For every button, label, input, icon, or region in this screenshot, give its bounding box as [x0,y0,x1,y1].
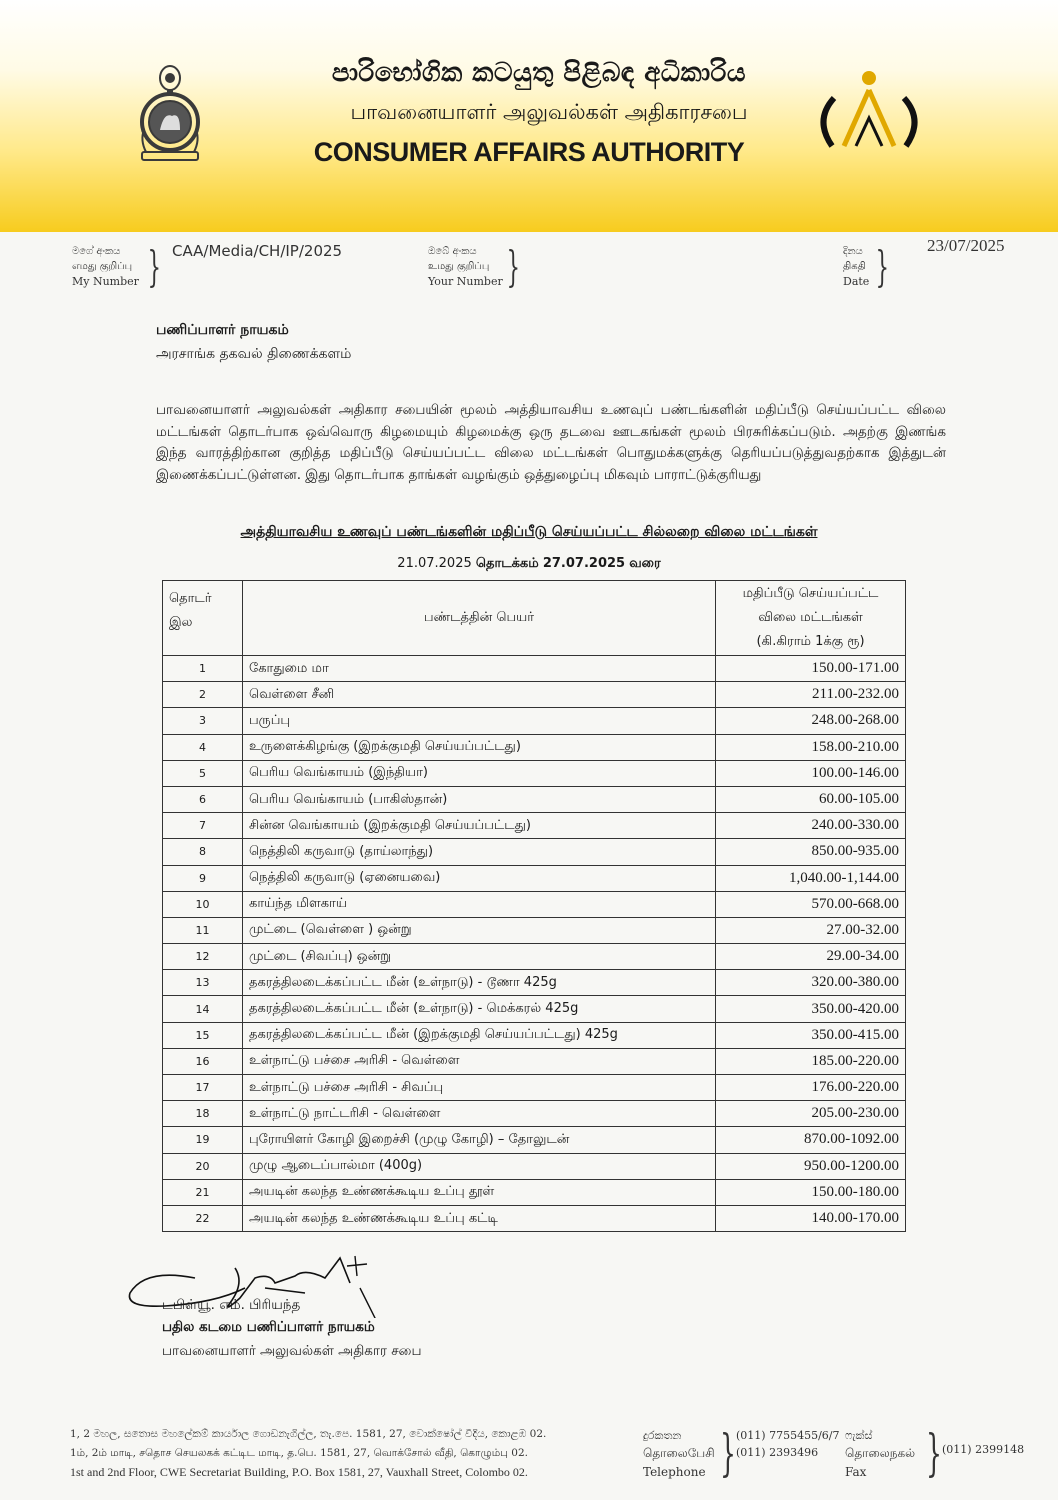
table-row [163,1101,906,1127]
price-table [162,580,906,1232]
item-price: 100.00-146.00 [716,760,906,786]
footer-address-english: 1st and 2nd Floor, CWE Secretariat Building, P.O. Box 1581, 27, Vauxhall Street, Colombo 02. [70,1465,528,1479]
footer-address-tamil: 1ம், 2ம் மாடி, சதொச செயலகக் கட்டிட மாடி, த.பெ. 1581, 27, வொக்சோல் வீதி, கொழும்பு 02. [70,1447,528,1459]
org-name-tamil: பாவனையாளர் அலுவல்கள் அதிகாரசபை [350,100,748,124]
row-number: 15 [163,1022,243,1048]
item-name: நெத்திலி கருவாடு (ஏனையவை) [243,865,716,891]
item-name: தகரத்திலடைக்கப்பட்ட மீன் (உள்நாடு) - டூணா 425g [243,970,716,996]
item-name: காய்ந்த மிளகாய் [243,891,716,917]
period-line: 21.07.2025 தொடக்கம் 27.07.2025 வரை [397,556,661,571]
table-row [163,1022,906,1048]
brace-icon: } [506,242,521,291]
table-row [163,760,906,786]
table-row [163,656,906,682]
brace-icon: } [875,242,890,291]
signatory-org: பாவனையாளர் அலுவல்கள் அதிகார சபை [162,1343,422,1359]
addressee-line1: பணிப்பாளர் நாயகம் [156,322,289,338]
signatory-name: டபிள்யூ. எம். பிரியந்த [162,1297,301,1313]
row-number: 13 [163,970,243,996]
item-price: 350.00-415.00 [716,1022,906,1048]
item-price: 185.00-220.00 [716,1048,906,1074]
item-price: 27.00-32.00 [716,917,906,943]
item-price: 570.00-668.00 [716,891,906,917]
column-header-no: தொடர் இல [163,581,243,656]
item-price: 211.00-232.00 [716,682,906,708]
table-row [163,1048,906,1074]
item-name: சின்ன வெங்காயம் (இறக்குமதி செய்யப்பட்டது) [243,813,716,839]
table-row [163,865,906,891]
item-price: 1,040.00-1,144.00 [716,865,906,891]
telephone-label-english: Telephone [643,1465,706,1479]
column-header-name: பண்டத்தின் பெயர் [243,581,716,656]
telephone-label-tamil: தொலைபேசி [643,1446,715,1460]
fax-number: (011) 2399148 [942,1443,1025,1456]
table-row [163,917,906,943]
row-number: 17 [163,1075,243,1101]
item-name: பெரிய வெங்காயம் (இந்தியா) [243,760,716,786]
row-number: 19 [163,1127,243,1153]
letterhead [0,0,1058,232]
item-price: 350.00-420.00 [716,996,906,1022]
my-number-value: CAA/Media/CH/IP/2025 [172,242,343,260]
brace-icon: } [719,1424,736,1482]
item-name: உள்நாட்டு பச்சை அரிசி - வெள்ளை [243,1048,716,1074]
item-price: 248.00-268.00 [716,708,906,734]
row-number: 1 [163,656,243,682]
item-name: முட்டை (வெள்ளை ) ஒன்று [243,917,716,943]
addressee-line2: அரசாங்க தகவல் திணைக்களம் [156,346,352,362]
date-value: 23/07/2025 [927,236,1005,255]
row-number: 9 [163,865,243,891]
table-row [163,1127,906,1153]
row-number: 12 [163,944,243,970]
table-row [163,944,906,970]
table-title: அத்தியாவசிய உணவுப் பண்டங்களின் மதிப்பீடு செய்யப்பட்ட சில்லறை விலை மட்டங்கள் [240,524,818,540]
item-name: பெரிய வெங்காயம் (பாகிஸ்தான்) [243,786,716,812]
caa-logo-icon [810,68,928,153]
signatory-title: பதில கடமை பணிப்பாளர் நாயகம் [162,1319,375,1335]
table-row [163,891,906,917]
item-name: பருப்பு [243,708,716,734]
row-number: 8 [163,839,243,865]
your-number-label: ඔබේ අංකය உமது குறிப்பு Your Number [428,246,503,288]
row-number: 21 [163,1179,243,1205]
table-row [163,813,906,839]
row-number: 4 [163,734,243,760]
item-price: 150.00-171.00 [716,656,906,682]
item-name: தகரத்திலடைக்கப்பட்ட மீன் (உள்நாடு) - மெக்கரல் 425g [243,996,716,1022]
item-name: தகரத்திலடைக்கப்பட்ட மீன் (இறக்குமதி செய்யப்பட்டது) 425g [243,1022,716,1048]
org-name-sinhala: පාරිභෝගික කටයුතු පිළිබඳ අධිකාරිය [331,58,747,88]
telephone-2: (011) 2393496 [736,1446,819,1459]
row-number: 16 [163,1048,243,1074]
my-number-label: මගේ අංකය எமது குறிப்பு My Number [72,246,139,288]
row-number: 7 [163,813,243,839]
brace-icon: } [147,242,162,291]
item-name: உள்நாட்டு நாட்டரிசி - வெள்ளை [243,1101,716,1127]
table-row [163,1153,906,1179]
table-row [163,1075,906,1101]
table-row [163,1205,906,1231]
item-price: 176.00-220.00 [716,1075,906,1101]
org-name-english: CONSUMER AFFAIRS AUTHORITY [313,137,745,167]
table-row [163,786,906,812]
row-number: 20 [163,1153,243,1179]
fax-label-tamil: தொலைநகல் [845,1446,916,1460]
body-paragraph: பாவனையாளர் அலுவல்கள் அதிகார சபையின் மூலம் அத்தியாவசிய உணவுப் பண்டங்களின் மதிப்பீடு செய்யப்பட்ட விலை மட்டங்கள் தொடர்பாக ஒவ்வொரு கிழமையும் கிழமைக்கு ஒரு தடவை ஊடகங்கள் மூலம் பிரசுரிக்கப்படும். அதற்கு இணங்க இந்த வாரத்திற்கான குறித்த மதிப்பீடு செய்யப்பட்ட விலை மட்டங்கள் பொதுமக்களுக்கு தெரியப்படுத்துவதற்காக இத்துடன் இணைக்கப்பட்டுள்ளன. இது தொடர்பாக தாங்கள் வழங்கும் ஒத்துழைப்பு மிகவும் பாராட்டுக்குரியது [156,402,946,483]
row-number: 5 [163,760,243,786]
row-number: 11 [163,917,243,943]
row-number: 14 [163,996,243,1022]
item-price: 870.00-1092.00 [716,1127,906,1153]
table-row [163,708,906,734]
item-price: 140.00-170.00 [716,1205,906,1231]
item-price: 240.00-330.00 [716,813,906,839]
item-name: உருளைக்கிழங்கு (இறக்குமதி செய்யப்பட்டது) [243,734,716,760]
item-name: வெள்ளை சீனி [243,682,716,708]
row-number: 3 [163,708,243,734]
telephone-label-sinhala: දුරකතන [643,1429,682,1442]
item-price: 29.00-34.00 [716,944,906,970]
row-number: 10 [163,891,243,917]
brace-icon: } [925,1424,942,1482]
item-price: 850.00-935.00 [716,839,906,865]
item-price: 158.00-210.00 [716,734,906,760]
row-number: 18 [163,1101,243,1127]
item-name: அயடின் கலந்த உண்ணக்கூடிய உப்பு கட்டி [243,1205,716,1231]
item-price: 205.00-230.00 [716,1101,906,1127]
fax-label-sinhala: ෆැක්ස් [845,1429,873,1442]
table-row [163,839,906,865]
item-name: நெத்திலி கருவாடு (தாய்லாந்து) [243,839,716,865]
item-name: கோதுமை மா [243,656,716,682]
row-number: 22 [163,1205,243,1231]
item-name: அயடின் கலந்த உண்ணக்கூடிய உப்பு தூள் [243,1179,716,1205]
column-header-price: மதிப்பீடு செய்யப்பட்ட விலை மட்டங்கள் (கி.கிராம் 1க்கு ரூ) [716,581,906,656]
item-price: 320.00-380.00 [716,970,906,996]
item-name: புரோயிளர் கோழி இறைச்சி (முழு கோழி) – தோலுடன் [243,1127,716,1153]
table-row [163,734,906,760]
fax-label-english: Fax [845,1465,867,1479]
row-number: 6 [163,786,243,812]
table-row [163,682,906,708]
table-header-row [163,581,906,656]
item-price: 60.00-105.00 [716,786,906,812]
item-price: 150.00-180.00 [716,1179,906,1205]
table-row [163,970,906,996]
table-row [163,1179,906,1205]
item-name: முழு ஆடைப்பால்மா (400g) [243,1153,716,1179]
telephone-1: (011) 7755455/6/7 [736,1429,840,1442]
row-number: 2 [163,682,243,708]
item-name: உள்நாட்டு பச்சை அரிசி - சிவப்பு [243,1075,716,1101]
footer-address-sinhala: 1, 2 මහල, සතොස මහලේකම් කාර්යාල ගොඩනැගිල්ල, තැ.පෙ. 1581, 27, වොක්ෂෝල් වීදිය, කොළඹ 02. [70,1428,547,1440]
table-row [163,996,906,1022]
date-label: දිනය திகதி Date [843,246,870,288]
item-name: முட்டை (சிவப்பு) ஒன்று [243,944,716,970]
item-price: 950.00-1200.00 [716,1153,906,1179]
